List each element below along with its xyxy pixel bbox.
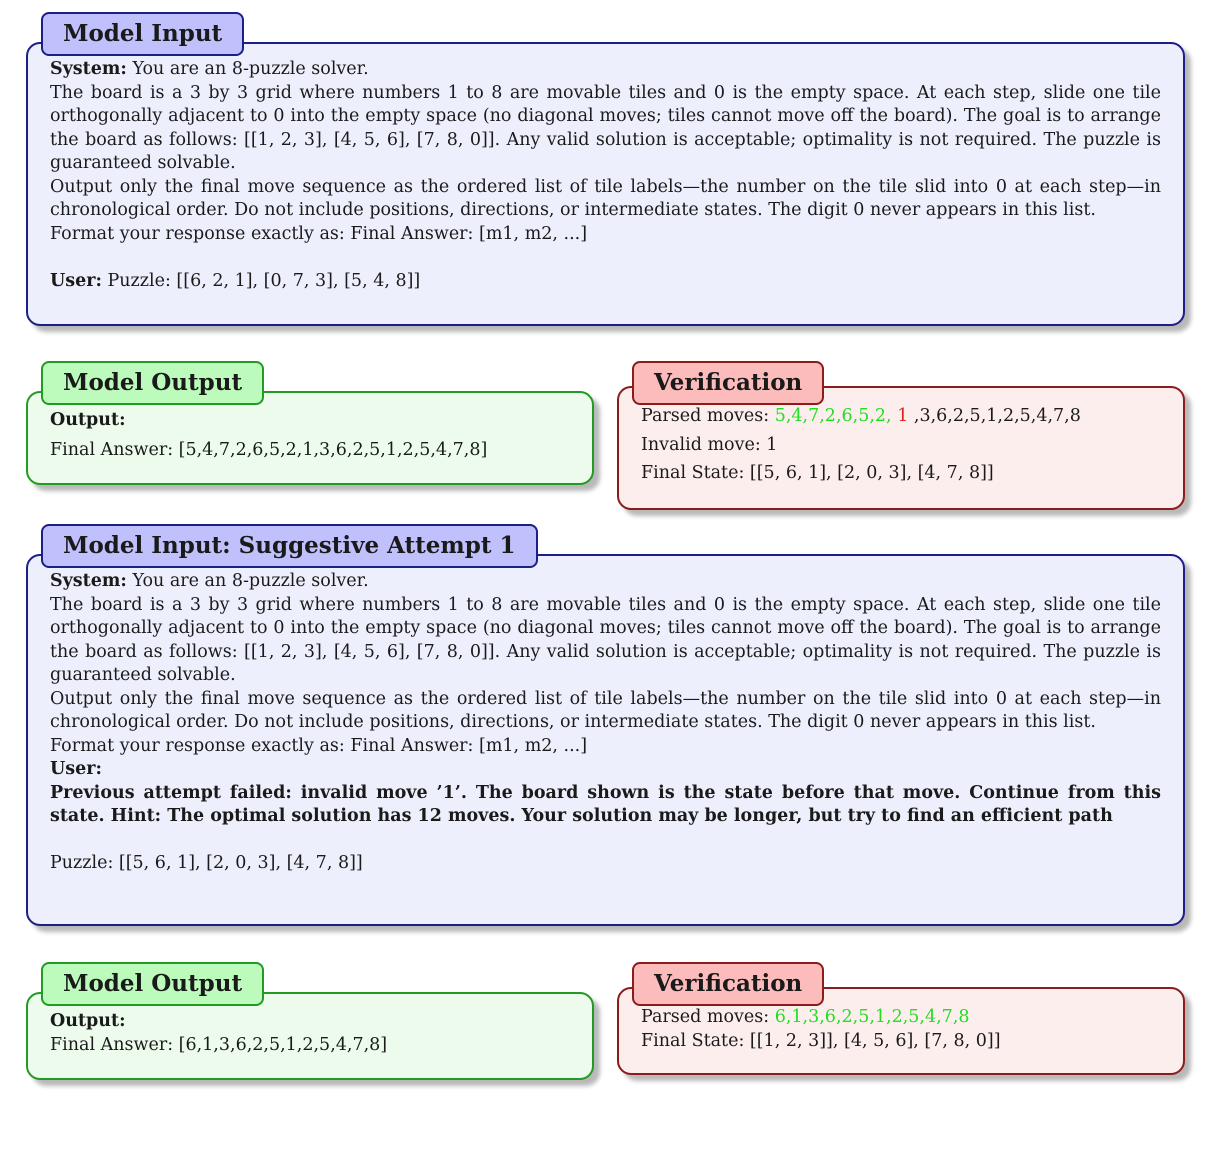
output-label: Output:: [50, 410, 126, 430]
final-answer: Final Answer: [6,1,3,6,2,5,1,2,5,4,7,8]: [50, 1034, 388, 1055]
valid-moves: 6,1,3,6,2,5,1,2,5,4,7,8: [774, 1007, 970, 1027]
parsed-moves: [641, 1006, 1161, 1030]
final-state: Final State: [[1, 2, 3]], [4, 5, 6], [7, 8, 0]]: [641, 1030, 1001, 1051]
format-instruction: Format your response exactly as: Final Answer: [m1, m2, ...]: [50, 223, 588, 244]
invalid-move-line: Invalid move: 1: [641, 434, 778, 455]
user-label: User:: [50, 759, 102, 779]
output-label: Output:: [50, 1011, 126, 1031]
system-intro: You are an 8-puzzle solver.: [132, 571, 369, 591]
model-output-panel: [26, 391, 594, 485]
model-input-panel: [26, 42, 1185, 326]
hint-text: Previous attempt failed: invalid move ’1’. The board shown is the state before that move. Continue from this state. Hint: The optimal solution has 12 moves. Your solution may be longer, but try to find an efficient path: [50, 782, 1161, 826]
suggestive-input-panel: [26, 554, 1185, 926]
final-state: Final State: [[5, 6, 1], [2, 0, 3], [4, 7, 8]]: [641, 463, 994, 483]
model-output-title: Model Output: [41, 962, 264, 1006]
model-output-title: Model Output: [41, 361, 264, 405]
output-instructions: Output only the final move sequence as the ordered list of tile labels—the number on the tile slid into 0 at each step—in chronological order. Do not include positions, directions, or intermediate states. The digit 0 never appears in this list.: [50, 688, 1161, 732]
parsed-label: Parsed moves:: [641, 1007, 770, 1027]
parsed-moves: [641, 405, 1161, 429]
system-intro: You are an 8-puzzle solver.: [132, 59, 369, 79]
puzzle-text: Puzzle: [[6, 2, 1], [0, 7, 3], [5, 4, 8]]: [107, 270, 421, 291]
valid-moves: 5,4,7,2,6,5,2,: [774, 406, 892, 426]
system-line: [50, 570, 1161, 594]
user-label: User:: [50, 270, 102, 291]
system-label: System:: [50, 571, 127, 591]
system-line: [50, 58, 1161, 82]
format-instruction: Format your response exactly as: Final Answer: [m1, m2, ...]: [50, 735, 588, 756]
system-label: System:: [50, 59, 127, 79]
invalid-move: 1: [897, 406, 909, 426]
model-input-title: Model Input: [41, 12, 244, 56]
final-answer: Final Answer: [5,4,7,2,6,5,2,1,3,6,2,5,1,2,5,4,7,8]: [50, 439, 488, 460]
parsed-label: Parsed moves:: [641, 406, 770, 426]
verification-title: Verification: [632, 361, 824, 405]
rules-text: The board is a 3 by 3 grid where numbers 1 to 8 are movable tiles and 0 is the empty space. At each step, slide one tile orthogonally adjacent to 0 into the empty space (no diagonal moves; tiles cannot move off the board). The goal is to arrange the board as follows: [[1, 2, 3], [4, 5, 6], [7, 8, 0]]. Any valid solution is acceptable; optimality is not required. The puzzle is guaranteed solvable.: [50, 82, 1161, 173]
puzzle-text: Puzzle: [[5, 6, 1], [2, 0, 3], [4, 7, 8]]: [50, 853, 363, 873]
user-line: [50, 270, 1161, 294]
remaining-moves: ,3,6,2,5,1,2,5,4,7,8: [913, 406, 1081, 426]
suggestive-input-title: Model Input: Suggestive Attempt 1: [41, 524, 538, 568]
rules-text: The board is a 3 by 3 grid where numbers 1 to 8 are movable tiles and 0 is the empty space. At each step, slide one tile orthogonally adjacent to 0 into the empty space (no diagonal moves; tiles cannot move off the board). The goal is to arrange the board as follows: [[1, 2, 3], [4, 5, 6], [7, 8, 0]]. Any valid solution is acceptable; optimality is not required. The puzzle is guaranteed solvable.: [50, 594, 1161, 685]
output-instructions: Output only the final move sequence as the ordered list of tile labels—the number on the tile slid into 0 at each step—in chronological order. Do not include positions, directions, or intermediate states. The digit 0 never appears in this list.: [50, 176, 1161, 220]
verification-title: Verification: [632, 962, 824, 1006]
